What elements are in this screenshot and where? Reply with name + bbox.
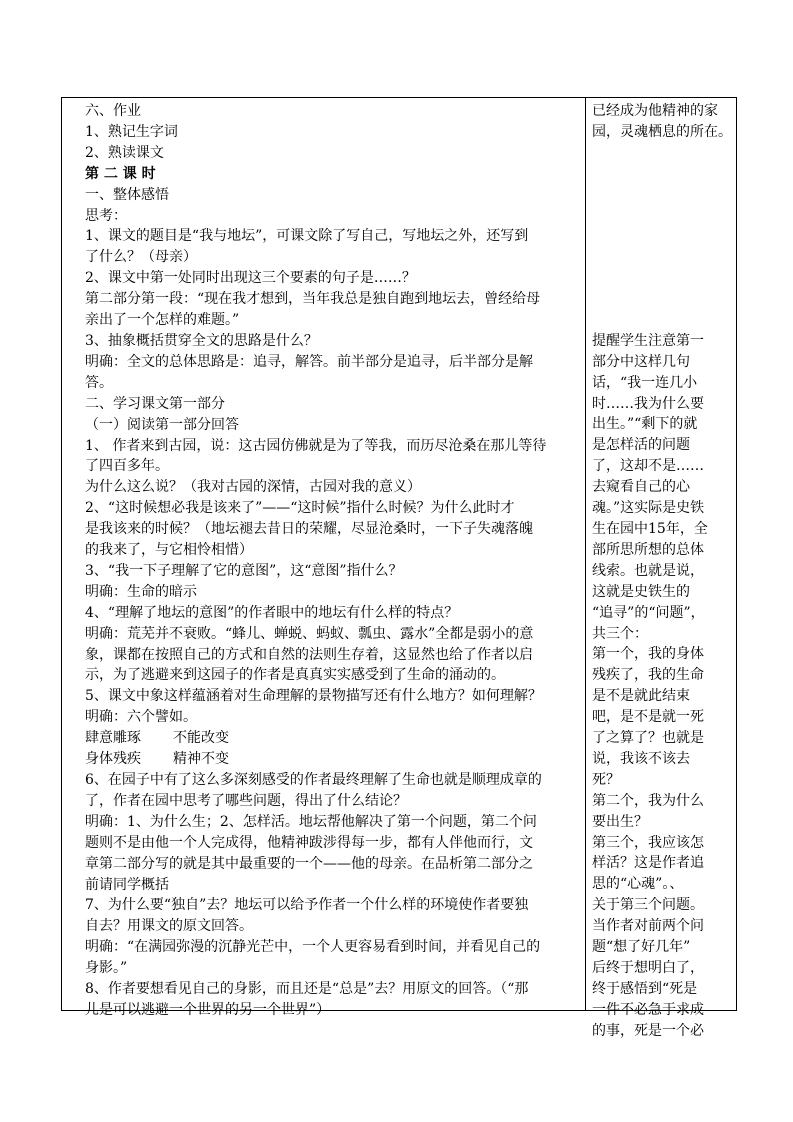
note-line: 吧，是不是就一死 bbox=[592, 709, 704, 726]
note-line: 生在园中15年，全 bbox=[592, 520, 708, 537]
main-line: 8、作者要想看见自己的身影，而且还是“总是”去？用原文的回答。（“那 bbox=[85, 981, 529, 998]
note-line: 提醒学生注意第一 bbox=[592, 332, 704, 349]
note-line: 已经成为他精神的家 bbox=[592, 103, 718, 119]
main-line: 7、为什么要“独自”去？地坛可以给予作者一个什么样的环境使作者要独 bbox=[85, 897, 529, 914]
main-line: 明确：“在满园弥漫的沉静光芒中，一个人更容易看到时间，并看见自己的 bbox=[85, 939, 541, 956]
note-line: 魂。”这实际是史铁 bbox=[592, 500, 705, 517]
note-line: 后终于想明白了， bbox=[592, 960, 704, 976]
main-line: 6、在园子中有了这么多深刻感受的作者最终理解了生命也就是顺理成章的 bbox=[85, 772, 542, 788]
pair-right: 不能改变 bbox=[173, 730, 229, 747]
main-line: 身影。” bbox=[85, 960, 128, 977]
note-line: 部所思所想的总体 bbox=[592, 541, 704, 558]
note-line: 共三个： bbox=[592, 625, 648, 642]
main-line: 了四百多年。 bbox=[85, 458, 169, 475]
main-line: 3、抽象概括贯穿全文的思路是什么？ bbox=[85, 332, 318, 349]
main-line: 明确：1、为什么生；2、怎样活。地坛帮他解决了第一个问题，第二个问 bbox=[85, 813, 537, 830]
main-line: 前请同学概括 bbox=[85, 876, 169, 893]
metaphor-pair bbox=[85, 728, 577, 749]
note-line: 样活？这是作者追 bbox=[592, 855, 704, 872]
main-column bbox=[62, 98, 586, 1018]
note-line: “追寻”的“问题”， bbox=[592, 604, 705, 621]
note-line: 终于感悟到“死是 bbox=[592, 980, 698, 997]
note-line: 当作者对前两个问 bbox=[592, 918, 704, 935]
note-line: 题“想了好几年” bbox=[592, 939, 691, 956]
main-line: 章第二部分写的就是其中最重要的一个——他的母亲。在品析第二部分之 bbox=[85, 855, 533, 872]
note-line: 这就是史铁生的 bbox=[592, 583, 690, 600]
note-line: 部分中这样几句 bbox=[592, 353, 690, 370]
note-line: 关于第三个问题。 bbox=[592, 897, 704, 914]
note-line: 思的“心魂”。、 bbox=[592, 876, 684, 893]
main-line: 为什么这么说？（我对古园的深情，古园对我的意义） bbox=[85, 479, 421, 496]
note-line: 的事，死是一个必 bbox=[592, 1022, 704, 1039]
main-line: 5、课文中象这样蕴涵着对生命理解的景物描写还有什么地方？如何理解？ bbox=[85, 688, 542, 705]
main-line: 的我来了，与它相怜相惜） bbox=[85, 542, 253, 559]
note-line: 时……我为什么要 bbox=[592, 395, 704, 412]
pair-left: 身体残疾 bbox=[85, 751, 141, 768]
section-heading: 第 二 课 时 bbox=[85, 165, 156, 182]
main-line: 第二部分第一段：“现在我才想到，当年我总是独自跑到地坛去，曾经给母 bbox=[85, 291, 541, 308]
note-line: 出生。”“剩下的就 bbox=[592, 416, 698, 433]
main-line: 答。 bbox=[85, 374, 113, 391]
notes-spacer bbox=[592, 143, 732, 331]
main-line: 2、熟读课文 bbox=[85, 144, 164, 161]
note-line: 了之算了？也就是 bbox=[592, 730, 704, 747]
main-line: 了，作者在园中思考了哪些问题，得出了什么结论？ bbox=[85, 792, 407, 809]
main-line: 思考： bbox=[85, 207, 127, 224]
note-line: 说，我该不该去 bbox=[592, 750, 690, 767]
main-line: 象，课都在按照自己的方式和自然的法则生存着，这显然也给了作者以启 bbox=[85, 646, 533, 663]
note-line: 是怎样活的问题 bbox=[592, 437, 690, 454]
note-line: 死？ bbox=[592, 771, 620, 788]
metaphor-pair bbox=[85, 749, 577, 770]
note-line: 线索。也就是说， bbox=[592, 562, 704, 579]
main-line: 是我该来的时候？（地坛褪去昔日的荣耀，尽显沧桑时，一下子失魂落魄 bbox=[85, 521, 533, 538]
main-line: 4、“理解了地坛的意图”的作者眼中的地坛有什么样的特点？ bbox=[85, 604, 459, 621]
main-line: 3、“我一下子理解了它的意图”，这“意图”指什么？ bbox=[85, 562, 403, 579]
main-line: （一）阅读第一部分回答 bbox=[85, 416, 239, 433]
note-line: 是不是就此结束 bbox=[592, 688, 690, 705]
note-line: 第三个，我应该怎 bbox=[592, 834, 704, 851]
note-line: 园，灵魂栖息的所在。 bbox=[592, 123, 732, 140]
main-line: 自去？用课文的原文回答。 bbox=[85, 918, 253, 935]
note-line: 残疾了，我的生命 bbox=[592, 667, 704, 684]
note-line: 要出生？ bbox=[592, 813, 648, 830]
note-line: 一件不必急于求成 bbox=[592, 1001, 704, 1018]
main-line: 题则不是由他一个人完成得，他精神跋涉得每一步，都有人伴他而行，文 bbox=[85, 834, 533, 851]
pair-right: 精神不变 bbox=[173, 751, 229, 768]
main-line: 一、整体感悟 bbox=[85, 186, 169, 203]
main-line: 1、熟记生字词 bbox=[85, 123, 178, 140]
main-line: 六、作业 bbox=[85, 103, 141, 119]
main-line: 明确：六个譬如。 bbox=[85, 709, 197, 726]
main-line: 1、课文的题目是“我与地坛”，可课文除了写自己，写地坛之外，还写到 bbox=[85, 228, 529, 245]
pair-left: 肆意雕琢 bbox=[85, 730, 141, 747]
main-line: 二、学习课文第一部分 bbox=[85, 395, 225, 412]
note-line: 第一个，我的身体 bbox=[592, 646, 704, 663]
notes-column bbox=[586, 98, 736, 1039]
main-line: 1、 作者来到古园，说：这古园仿佛就是为了等我，而历尽沧桑在那儿等待 bbox=[85, 437, 547, 454]
main-line: 明确：生命的暗示 bbox=[85, 583, 197, 600]
main-line: 2、“这时候想必我是该来了”——“这时候”指什么时候？为什么此时才 bbox=[85, 500, 515, 517]
main-line: 示，为了逃避来到这园子的作者是真真实实感受到了生命的涌动的。 bbox=[85, 667, 505, 684]
main-line: 了什么？（母亲） bbox=[85, 249, 197, 266]
main-line: 2、课文中第一处同时出现这三个要素的句子是……？ bbox=[85, 270, 416, 287]
main-line: 明确：全文的总体思路是：追寻，解答。前半部分是追寻，后半部分是解 bbox=[85, 353, 533, 370]
note-line: 去窥看自己的心 bbox=[592, 479, 690, 496]
main-line: 儿是可以逃避一个世界的另一个世界”） bbox=[85, 1001, 331, 1018]
note-line: 了，这却不是…… bbox=[592, 458, 704, 475]
note-line: 第二个，我为什么 bbox=[592, 792, 704, 809]
lesson-table bbox=[61, 97, 737, 1039]
main-line: 亲出了一个怎样的难题。” bbox=[85, 312, 240, 329]
note-line: 话，“我一连几小 bbox=[592, 374, 698, 391]
main-line: 明确：荒芜并不衰败。“蜂儿、蝉蜕、蚂蚁、瓢虫、露水”全都是弱小的意 bbox=[85, 625, 534, 642]
